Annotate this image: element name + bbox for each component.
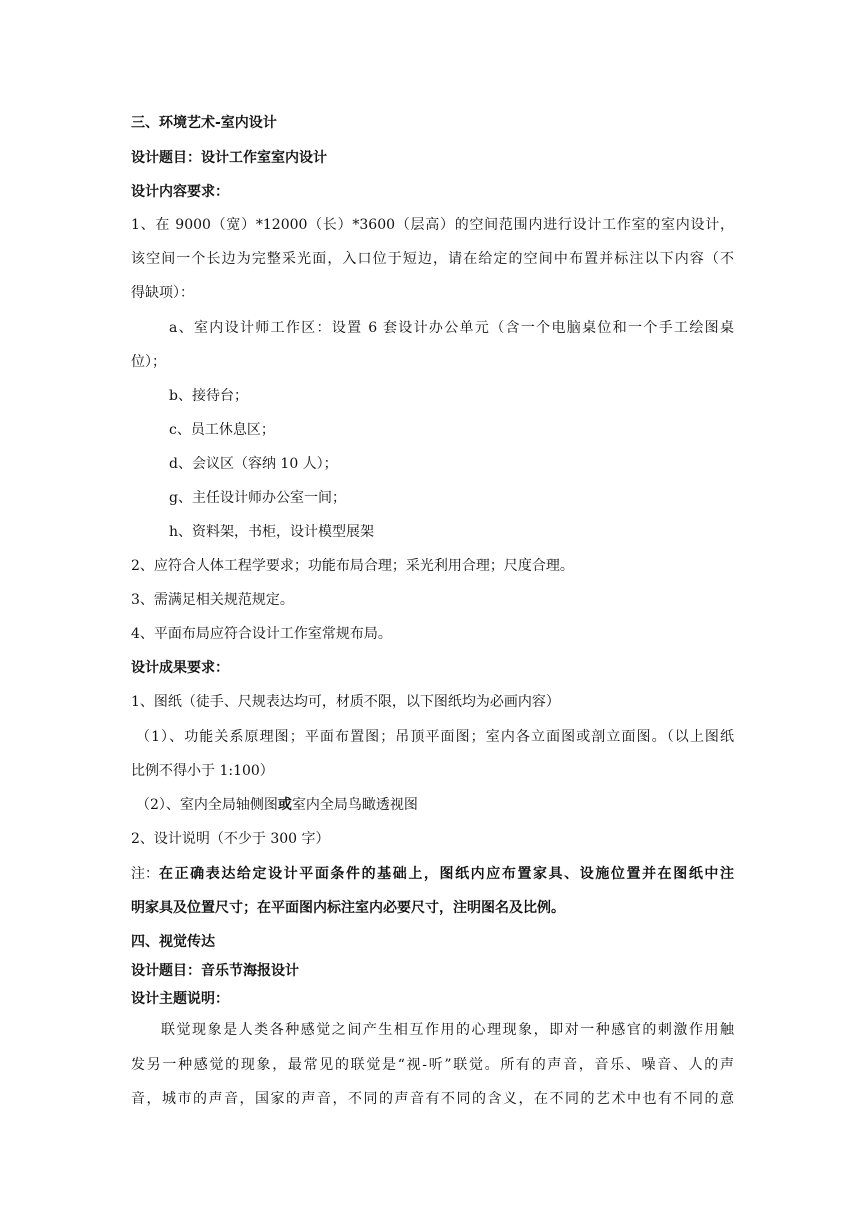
- note-line-2: 明家具及位置尺寸；在平面图内标注室内必要尺寸，注明图名及比例。: [131, 900, 565, 916]
- note-line-1: [131, 864, 734, 884]
- item-a-line-1: a、室内设计师工作区：设置 6 套设计办公单元（含一个电脑桌位和一个手工绘图桌: [169, 320, 734, 336]
- req4: 4、平面布局应符合设计工作室常规布局。: [131, 626, 392, 642]
- result-requirements-title: 设计成果要求：: [131, 660, 229, 676]
- note-prefix: 注：: [131, 866, 159, 882]
- theme-para-line-2: 发另一种感觉的现象，最常见的联觉是“视-听”联觉。所有的声音，音乐、噪音、人的声: [131, 1057, 734, 1073]
- item-h: h、资料架，书柜，设计模型展架: [169, 524, 375, 540]
- content-requirements-title: 设计内容要求：: [131, 184, 229, 200]
- theme-para-line-1: 联觉现象是人类各种感觉之间产生相互作用的心理现象，即对一种感官的刺激作用触: [161, 1022, 734, 1038]
- section3-topic: 设计题目：设计工作室室内设计: [131, 150, 327, 166]
- item-d: d、会议区（容纳 10 人）；: [169, 456, 338, 472]
- result-1-2: [136, 795, 418, 815]
- result-1-2-part-b: 室内全局鸟瞰透视图: [291, 797, 418, 813]
- result-1: 1、图纸（徒手、尺规表达均可，材质不限，以下图纸均为必画内容）: [131, 694, 560, 710]
- design-theme-title: 设计主题说明：: [131, 991, 229, 1007]
- req2: 2、应符合人体工程学要求；功能布局合理；采光利用合理；尺度合理。: [131, 558, 574, 574]
- result-1-1-line-2: 比例不得小于 1:100）: [131, 763, 274, 779]
- req1-line-1: 1、在 9000（宽）*12000（长）*3600（层高）的空间范围内进行设计工作室的室内设计，: [131, 217, 734, 233]
- req1-line-2: 该空间一个长边为完整采光面，入口位于短边，请在给定的空间中布置并标注以下内容（不: [131, 251, 734, 267]
- item-a-line-2: 位）；: [131, 354, 166, 370]
- section3-heading: 三、环境艺术-室内设计: [131, 115, 277, 131]
- result-2: 2、设计说明（不少于 300 字）: [131, 831, 330, 847]
- item-c: c、员工休息区；: [169, 422, 275, 438]
- result-1-1-line-1: （1）、功能关系原理图；平面布置图；吊顶平面图；室内各立面图或剖立面图。（以上图纸: [136, 729, 734, 745]
- result-1-2-part-a: （2）、室内全局轴侧图: [136, 797, 278, 813]
- item-b: b、接待台；: [169, 388, 248, 404]
- item-g: g、主任设计师办公室一间；: [169, 490, 346, 506]
- section4-topic: 设计题目：音乐节海报设计: [131, 963, 299, 979]
- theme-para-line-3: 音，城市的声音，国家的声音，不同的声音有不同的含义，在不同的艺术中也有不同的意: [131, 1091, 734, 1107]
- result-1-2-or: 或: [277, 797, 292, 813]
- note-line-1-text: 在正确表达给定设计平面条件的基础上，图纸内应布置家具、设施位置并在图纸中注: [159, 866, 734, 882]
- req3: 3、需满足相关规范规定。: [131, 592, 294, 608]
- section4-heading: 四、视觉传达: [131, 934, 215, 950]
- req1-line-3: 得缺项）：: [131, 285, 194, 301]
